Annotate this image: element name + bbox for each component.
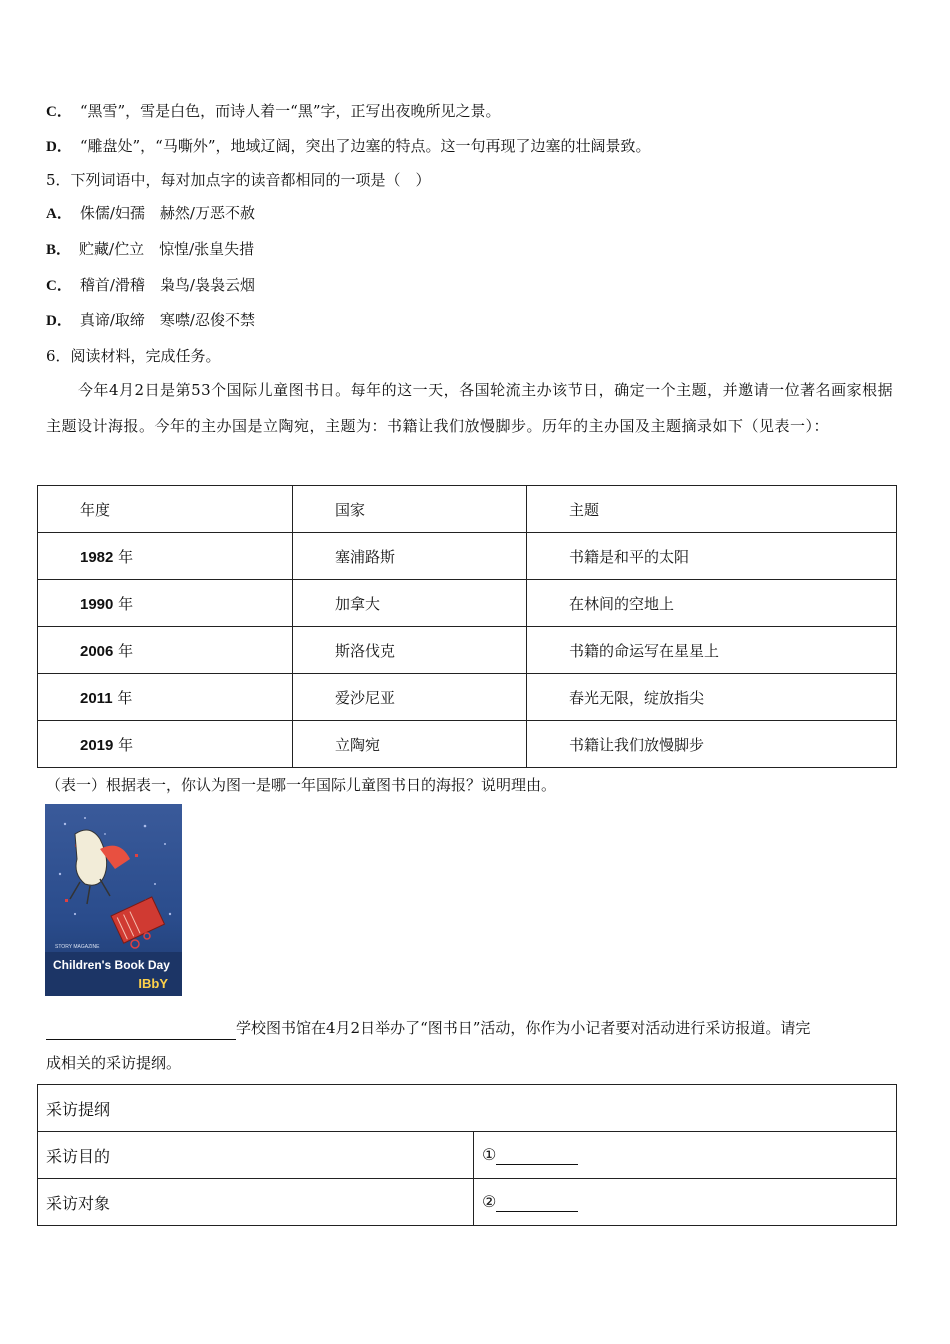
option-text: 稽首/滑稽 枭鸟/袅袅云烟 xyxy=(79,276,255,294)
task-2-text: 学校图书馆在4月2日举办了“图书日”活动，你作为小记者要对活动进行采访报道。请完 xyxy=(236,1019,811,1037)
year-value: 2019 xyxy=(80,736,114,754)
option-letter: A． xyxy=(46,206,72,222)
outline-label: 采访对象 xyxy=(38,1179,474,1226)
option-text: 侏儒/妇孺 赫然/万恶不赦 xyxy=(79,204,255,222)
year-unit: 年 xyxy=(118,735,134,754)
question-6-task-2-line1 xyxy=(46,1017,810,1040)
table-row xyxy=(38,533,897,580)
option-c-prev xyxy=(46,100,501,123)
outline-answer-cell[interactable] xyxy=(474,1179,897,1226)
question-6-task-1: （表一）根据表一，你认为图一是哪一年国际儿童图书日的海报？说明理由。 xyxy=(46,776,557,794)
year-value: 1982 xyxy=(80,548,114,566)
cell-theme: 书籍让我们放慢脚步 xyxy=(527,721,897,768)
question-5-stem: 5．下列词语中，每对加点字的读音都相同的一项是（ ） xyxy=(46,171,431,189)
poster-image xyxy=(45,804,182,996)
option-letter: B． xyxy=(46,242,72,258)
cell-year xyxy=(38,627,293,674)
table-row xyxy=(38,721,897,768)
option-letter: C． xyxy=(46,104,72,120)
header-theme: 主题 xyxy=(527,486,897,533)
option-letter: C． xyxy=(46,278,72,294)
table-row xyxy=(38,674,897,721)
interview-outline-table xyxy=(37,1084,897,1226)
cell-country: 立陶宛 xyxy=(293,721,527,768)
outline-header: 采访提纲 xyxy=(38,1085,897,1132)
cell-country: 加拿大 xyxy=(293,580,527,627)
year-value: 2011 xyxy=(80,689,113,707)
answer-blank[interactable] xyxy=(496,1192,578,1212)
q5-option-d xyxy=(46,309,255,332)
year-value: 1990 xyxy=(80,595,114,613)
table-host-countries xyxy=(37,485,897,768)
year-unit: 年 xyxy=(118,547,134,566)
outline-header-row xyxy=(38,1085,897,1132)
answer-number: ② xyxy=(482,1192,497,1211)
cell-year xyxy=(38,580,293,627)
cell-country: 塞浦路斯 xyxy=(293,533,527,580)
q5-option-a xyxy=(46,202,255,225)
poster-logo: IBbY xyxy=(138,976,168,991)
option-text: “雕盘处”，“马嘶外”，地域辽阔，突出了边塞的特点。这一句再现了边塞的壮阔景致。 xyxy=(79,137,651,155)
option-letter: D． xyxy=(46,313,72,329)
q5-option-c xyxy=(46,274,255,297)
poster-top-text: STORY MAGAZINE xyxy=(55,944,100,950)
answer-number: ① xyxy=(482,1145,497,1164)
option-text: 贮藏/伫立 惊惶/张皇失措 xyxy=(79,240,255,258)
option-letter: D． xyxy=(46,139,72,155)
table-row xyxy=(38,1132,897,1179)
cell-country: 斯洛伐克 xyxy=(293,627,527,674)
year-unit: 年 xyxy=(117,688,133,707)
table-row xyxy=(38,627,897,674)
cell-year xyxy=(38,674,293,721)
poster-title: Children's Book Day xyxy=(53,958,170,972)
option-d-prev xyxy=(46,135,651,158)
header-year: 年度 xyxy=(38,486,293,533)
cell-theme: 书籍的命运写在星星上 xyxy=(527,627,897,674)
cell-year xyxy=(38,533,293,580)
cell-theme: 书籍是和平的太阳 xyxy=(527,533,897,580)
question-6-stem: 6．阅读材料，完成任务。 xyxy=(46,347,221,365)
outline-answer-cell[interactable] xyxy=(474,1132,897,1179)
option-text: “黑雪”，雪是白色，而诗人着一“黑”字，正写出夜晚所见之景。 xyxy=(79,102,501,120)
year-value: 2006 xyxy=(80,642,114,660)
outline-label: 采访目的 xyxy=(38,1132,474,1179)
answer-blank[interactable] xyxy=(496,1145,578,1165)
q5-option-b xyxy=(46,238,254,261)
option-text: 真谛/取缔 寒噤/忍俊不禁 xyxy=(79,311,255,329)
question-6-task-2-line2: 成相关的采访提纲。 xyxy=(46,1054,182,1072)
year-unit: 年 xyxy=(118,594,134,613)
year-unit: 年 xyxy=(118,641,134,660)
question-6-paragraph: 今年4月2日是第53个国际儿童图书日。每年的这一天，各国轮流主办该节日，确定一个主题，并邀请一位著名画家根据主题设计海报。今年的主办国是立陶宛，主题为：书籍让我们放慢脚步。历年的主办国及主题摘录如下（见表一）： xyxy=(46,381,894,435)
cell-year xyxy=(38,721,293,768)
table-header-row xyxy=(38,486,897,533)
table-row xyxy=(38,1179,897,1226)
cell-country: 爱沙尼亚 xyxy=(293,674,527,721)
answer-blank[interactable] xyxy=(46,1017,236,1040)
table-row xyxy=(38,580,897,627)
cell-theme: 在林间的空地上 xyxy=(527,580,897,627)
cell-theme: 春光无限，绽放指尖 xyxy=(527,674,897,721)
header-country: 国家 xyxy=(293,486,527,533)
